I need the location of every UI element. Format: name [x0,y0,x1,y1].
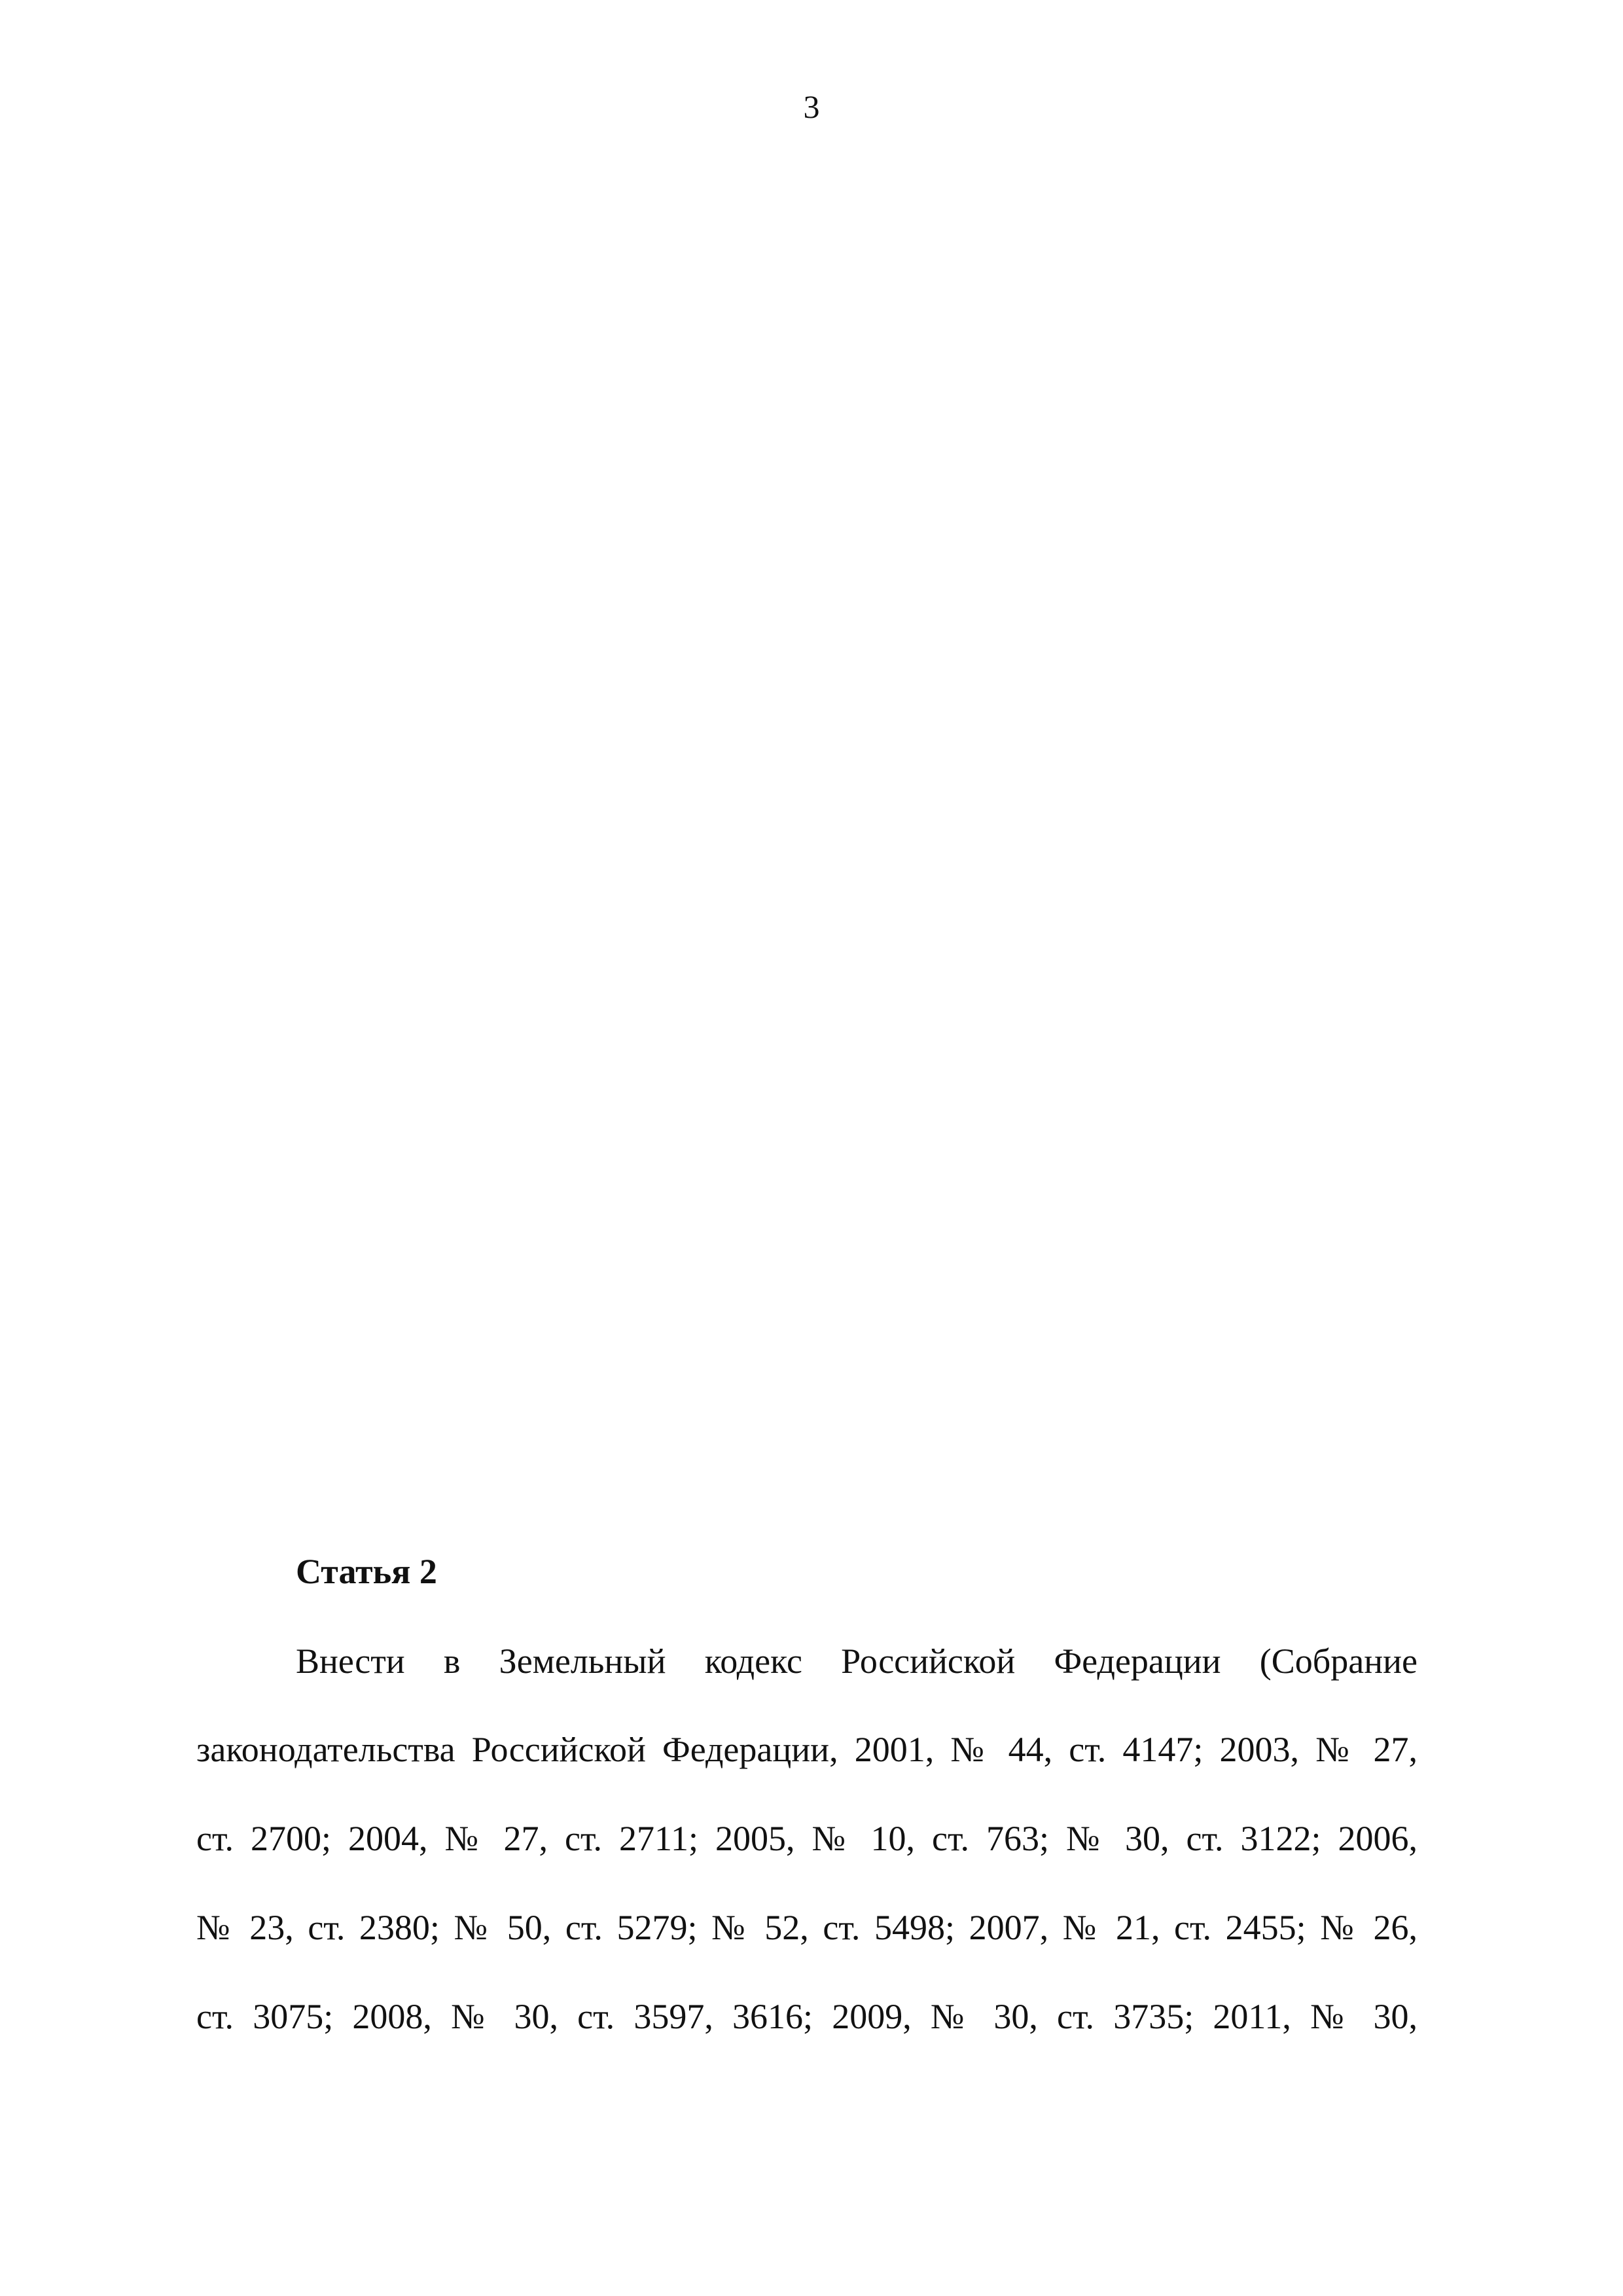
page-number: 3 [803,88,820,125]
paragraph-line: законодательства Российской Федерации, 2001, № 44, ст. 4147; 2003, № 27, [196,1730,1418,1769]
article-heading: Статья 2 [296,1552,437,1591]
paragraph-line: ст. 3075; 2008, № 30, ст. 3597, 3616; 2009, № 30, ст. 3735; 2011, № 30, [196,1997,1418,2036]
paragraph-line: Внести в Земельный кодекс Российской Федерации (Собрание [296,1641,1418,1681]
paragraph-line: № 23, ст. 2380; № 50, ст. 5279; № 52, ст. 5498; 2007, № 21, ст. 2455; № 26, [196,1908,1418,1947]
paragraph-line: ст. 2700; 2004, № 27, ст. 2711; 2005, № 10, ст. 763; № 30, ст. 3122; 2006, [196,1819,1418,1858]
